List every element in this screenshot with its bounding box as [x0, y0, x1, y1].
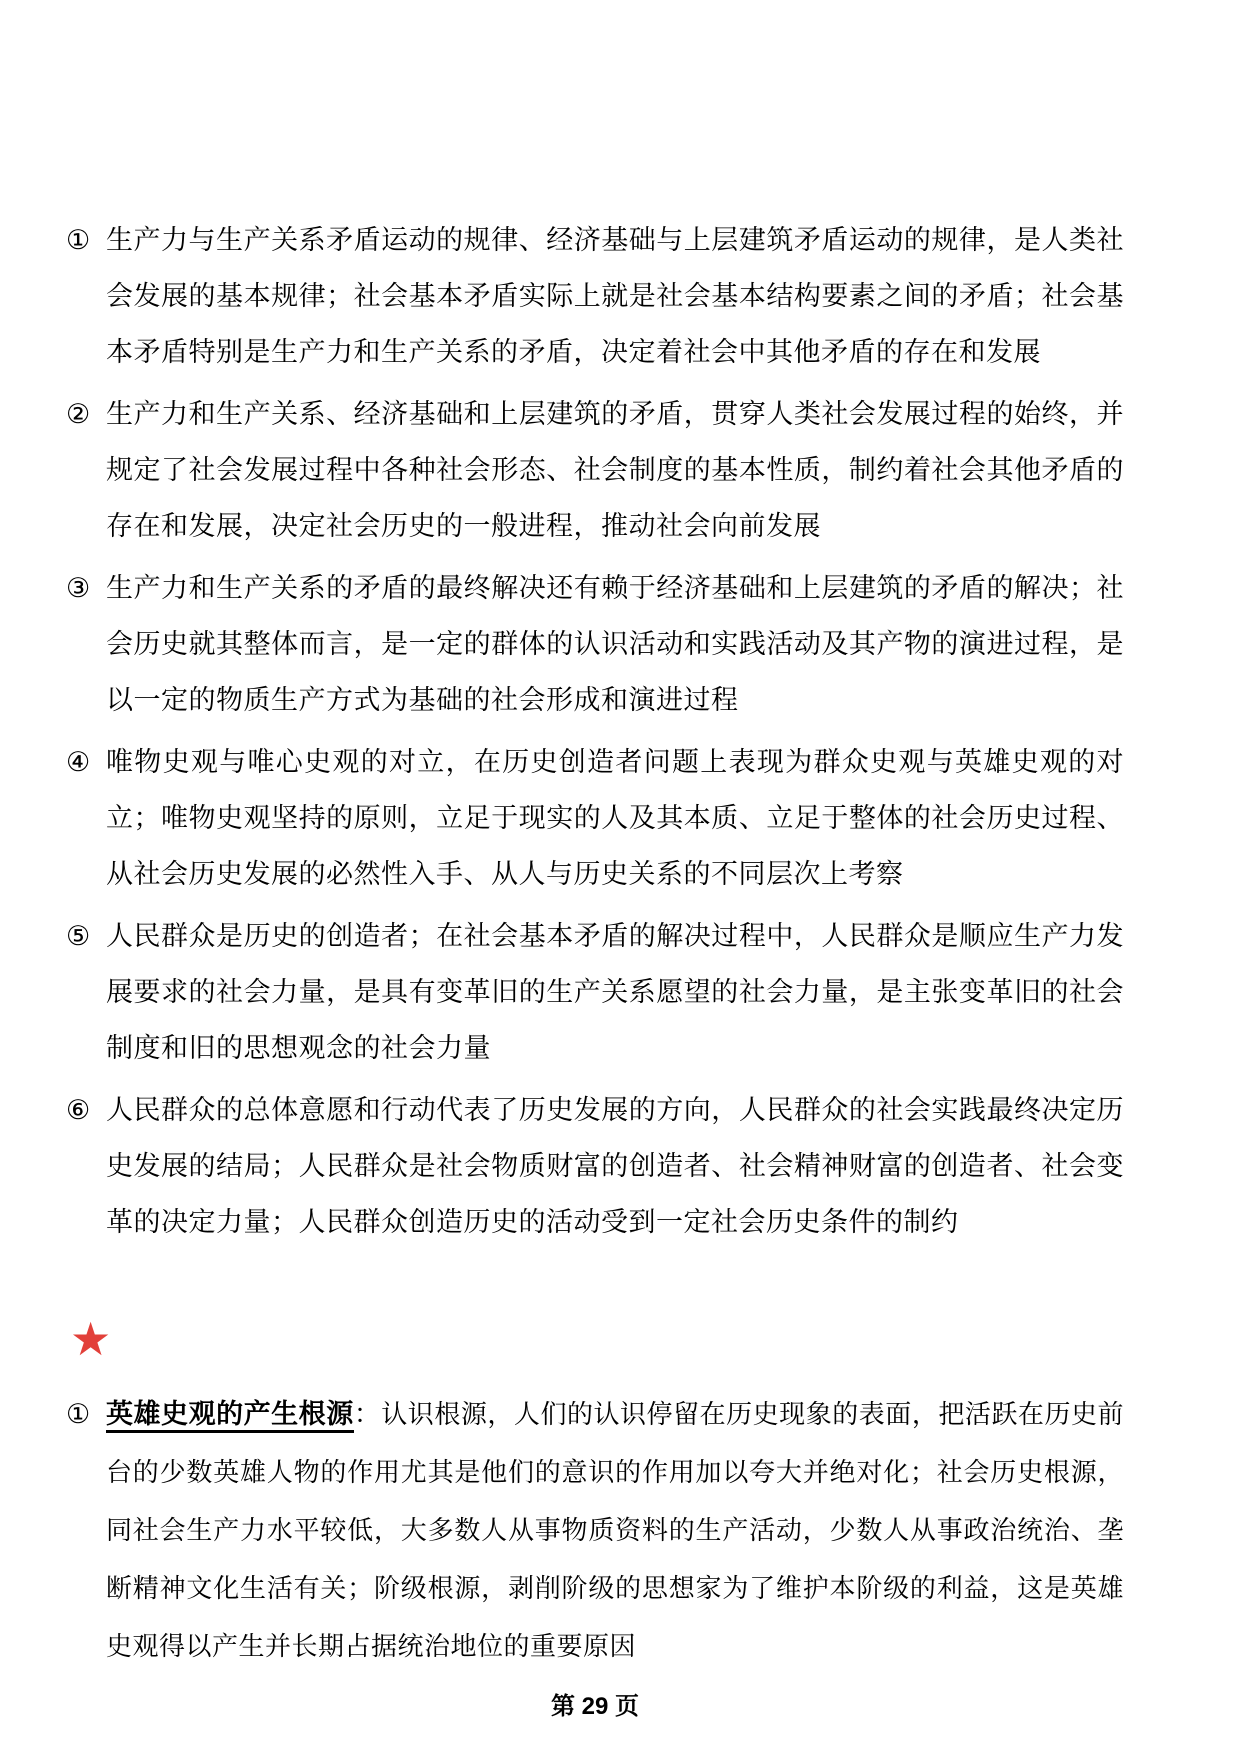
item-text: 生产力与生产关系矛盾运动的规律、经济基础与上层建筑矛盾运动的规律，是人类社会发展的基本规律；社会基本矛盾实际上就是社会基本结构要素之间的矛盾；社会基本矛盾特别是生产力和生产关系的矛盾，决定着社会中其他矛盾的存在和发展	[106, 225, 1124, 367]
list-item	[66, 1386, 1124, 1676]
item-marker: ①	[66, 1399, 91, 1429]
item-text: 人民群众的总体意愿和行动代表了历史发展的方向，人民群众的社会实践最终决定历史发展的结局；人民群众是社会物质财富的创造者、社会精神财富的创造者、社会变革的决定力量；人民群众创造历史的活动受到一定社会历史条件的制约	[106, 1095, 1124, 1237]
item-marker: ⑥	[66, 1095, 91, 1125]
summary-list	[66, 212, 1124, 1250]
page-number: 第 29 页	[550, 1693, 640, 1720]
section-body: 认识根源，人们的认识停留在历史现象的表面，把活跃在历史前台的少数英雄人物的作用尤其是他们的意识的作用加以夸大并绝对化；社会历史根源，同社会生产力水平较低，大多数人从事物质资料的生产活动，少数人从事政治统治、垄断精神文化生活有关；阶级根源，剥削阶级的思想家为了维护本阶级的利益，这是英雄史观得以产生并长期占据统治地位的重要原因	[106, 1400, 1125, 1662]
item-marker: ②	[66, 399, 91, 429]
list-item	[66, 734, 1124, 902]
highlight-section	[66, 1386, 1124, 1676]
heading-colon: ：	[353, 1399, 382, 1429]
list-item	[66, 908, 1124, 1076]
item-text: 生产力和生产关系的矛盾的最终解决还有赖于经济基础和上层建筑的矛盾的解决；社会历史就其整体而言，是一定的群体的认识活动和实践活动及其产物的演进过程，是以一定的物质生产方式为基础的社会形成和演进过程	[106, 573, 1124, 715]
item-marker: ⑤	[66, 921, 91, 951]
section-heading: 英雄史观的产生根源	[106, 1399, 354, 1433]
item-text: 人民群众是历史的创造者；在社会基本矛盾的解决过程中，人民群众是顺应生产力发展要求的社会力量，是具有变革旧的生产关系愿望的社会力量，是主张变革旧的社会制度和旧的思想观念的社会力量	[106, 921, 1124, 1063]
item-marker: ③	[66, 573, 91, 603]
star-icon: ★	[70, 1313, 112, 1365]
list-item	[66, 212, 1124, 380]
item-text	[106, 1386, 1124, 1676]
item-text: 唯物史观与唯心史观的对立，在历史创造者问题上表现为群众史观与英雄史观的对立；唯物史观坚持的原则，立足于现实的人及其本质、立足于整体的社会历史过程、从社会历史发展的必然性入手、从人与历史关系的不同层次上考察	[106, 747, 1124, 889]
item-marker: ④	[66, 747, 91, 777]
list-item	[66, 560, 1124, 728]
item-text: 生产力和生产关系、经济基础和上层建筑的矛盾，贯穿人类社会发展过程的始终，并规定了社会发展过程中各种社会形态、社会制度的基本性质，制约着社会其他矛盾的存在和发展，决定社会历史的一般进程，推动社会向前发展	[106, 399, 1124, 541]
item-marker: ①	[66, 225, 91, 255]
list-item	[66, 1082, 1124, 1250]
list-item	[66, 386, 1124, 554]
